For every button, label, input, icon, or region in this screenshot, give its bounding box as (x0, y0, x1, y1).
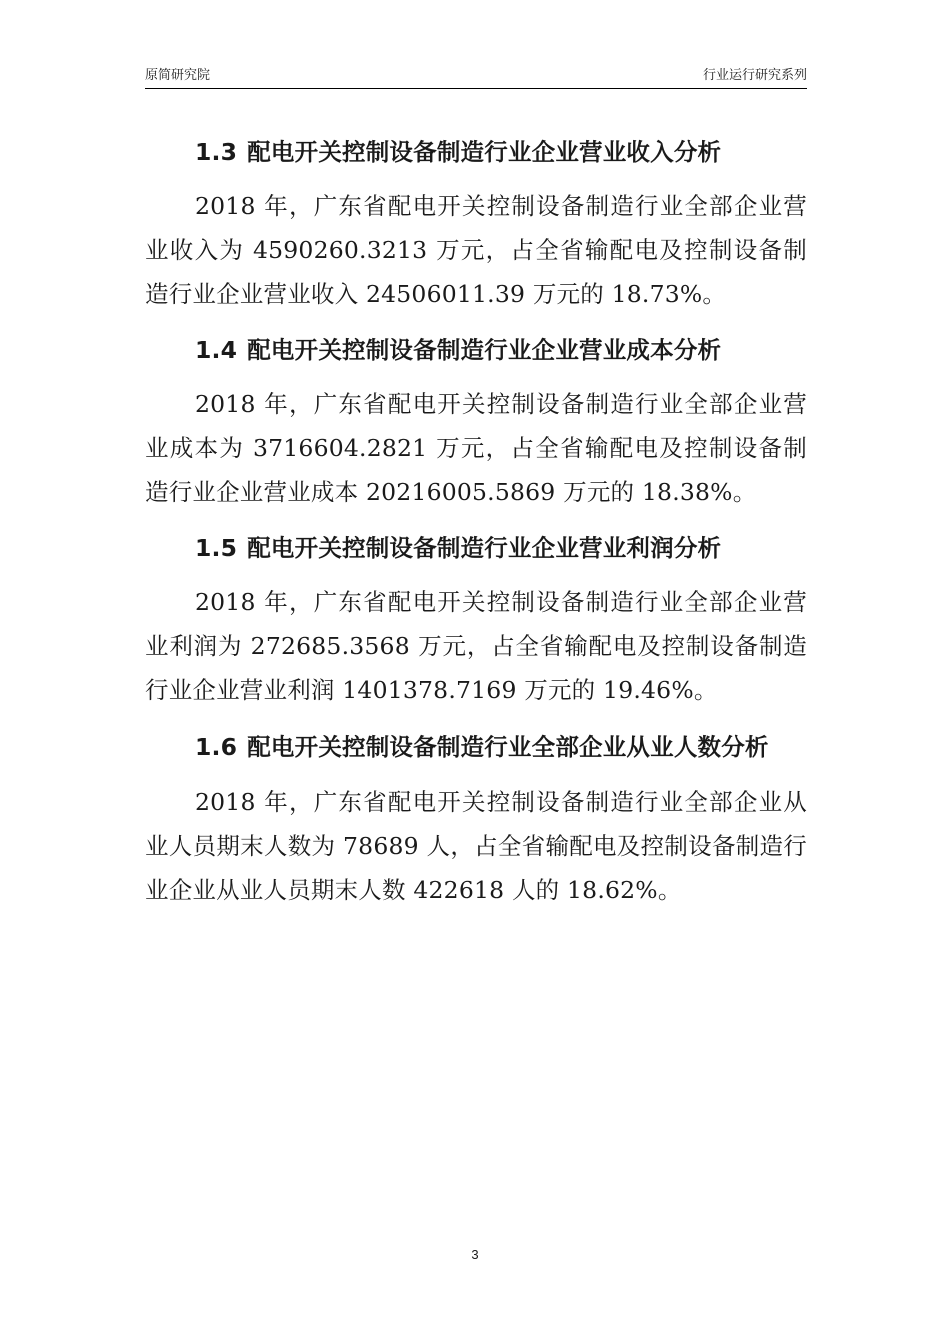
section-number: 1.6 (195, 733, 238, 761)
section-paragraph: 2018 年，广东省配电开关控制设备制造行业全部企业营业利润为 272685.3568 万元，占全省输配电及控制设备制造行业企业营业利润 1401378.7169 万元的 19.46%。 (145, 588, 807, 704)
page-header (145, 66, 807, 89)
section-1-3 (145, 130, 807, 328)
section-heading (145, 130, 807, 174)
section-title: 配电开关控制设备制造行业企业营业收入分析 (247, 138, 722, 166)
section-paragraph: 2018 年，广东省配电开关控制设备制造行业全部企业从业人员期末人数为 78689 人，占全省输配电及控制设备制造行业企业从业人员期末人数 422618 人的 18.62%。 (145, 788, 807, 904)
document-body (145, 130, 807, 912)
section-number: 1.4 (195, 336, 238, 364)
section-number: 1.5 (195, 534, 238, 562)
section-paragraph: 2018 年，广东省配电开关控制设备制造行业全部企业营业成本为 3716604.2821 万元，占全省输配电及控制设备制造行业企业营业成本 20216005.5869 万元的 18.38%。 (145, 390, 807, 506)
header-series-title: 行业运行研究系列 (702, 68, 807, 83)
section-heading (145, 526, 807, 570)
section-1-6 (145, 724, 807, 912)
section-number: 1.3 (195, 138, 238, 166)
section-1-4 (145, 328, 807, 526)
section-1-5 (145, 526, 807, 724)
section-title: 配电开关控制设备制造行业企业营业利润分析 (247, 534, 722, 562)
section-title: 配电开关控制设备制造行业全部企业从业人数分析 (247, 733, 769, 761)
section-title: 配电开关控制设备制造行业企业营业成本分析 (247, 336, 722, 364)
section-heading (145, 328, 807, 372)
section-heading (145, 724, 807, 770)
header-organization: 原简研究院 (145, 68, 211, 83)
section-paragraph: 2018 年，广东省配电开关控制设备制造行业全部企业营业收入为 4590260.3213 万元，占全省输配电及控制设备制造行业企业营业收入 24506011.39 万元的 18.73%。 (145, 192, 807, 308)
page-number: 3 (471, 1247, 479, 1262)
